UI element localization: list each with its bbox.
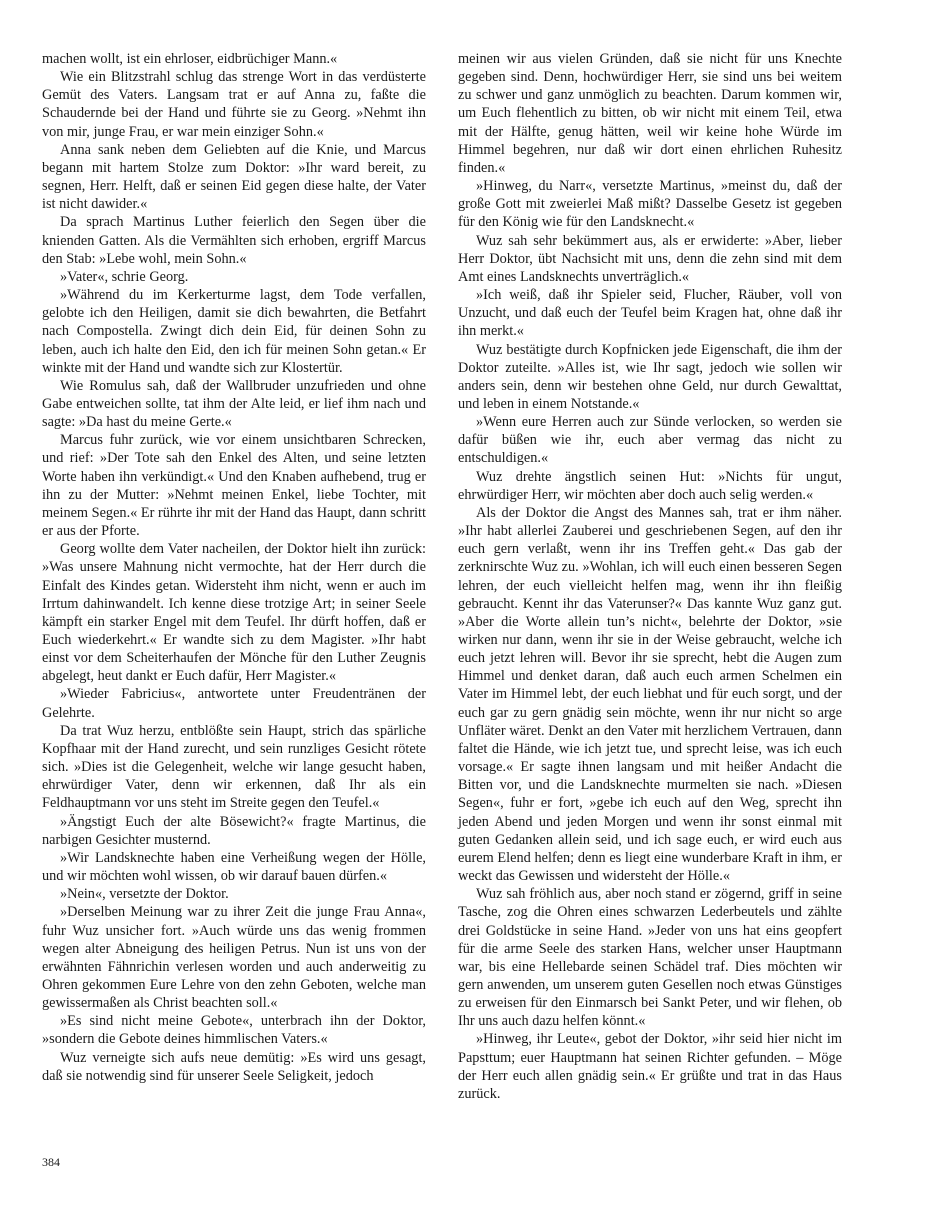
- paragraph: Wuz drehte ängstlich seinen Hut: »Nichts für ungut, ehrwürdiger Herr, wir möchten aber doch auch selig werden.«: [458, 468, 842, 503]
- paragraph: »Hinweg, ihr Leute«, gebot der Doktor, »ihr seid hier nicht im Papsttum; euer Hauptmann hat seinen Richter gefunden. – Möge der Herr euch allen gnädig sein.« Er grüßte und trat in das Haus zurück.: [458, 1031, 842, 1102]
- paragraph: »Ich weiß, daß ihr Spieler seid, Flucher, Räuber, voll von Unzucht, und daß euch der Teufel beim Kragen hat, ohne daß ihr ihn merkt.«: [458, 287, 842, 340]
- paragraph: Wuz sah fröhlich aus, aber noch stand er zögernd, griff in seine Tasche, zog die Ohren eines schwarzen Lederbeutels und zählte drei Goldstücke in seine Hand. »Jeder von uns hat eins geopfert für die arme Seele des starken Hans, welcher unser Hauptmann war, bis eine Hellebarde seinen Schädel traf. Dies möchten wir gern anwenden, um unserem guten Gesellen noch etwas Günstiges zu erweisen für den Einmarsch bei Sankt Peter, und wir flehen, ob Ihr uns auch dazu helfen könnt.«: [458, 886, 842, 1030]
- paragraph: Wuz verneigte sich aufs neue demütig: »Es wird uns gesagt, daß sie notwendig sind für unserer Seele Seligkeit, jedoch: [42, 1049, 426, 1084]
- paragraph: Wuz bestätigte durch Kopfnicken jede Eigenschaft, die ihm der Doktor zuteilte. »Alles ist, wie Ihr sagt, jedoch wie sollen wir anders sein, denn wir bestehen ohne Geld, nur durch Gewalttat, und leben in einem Notstande.«: [458, 341, 842, 412]
- page-number: 384: [42, 1155, 60, 1169]
- paragraph: machen wollt, ist ein ehrloser, eidbrüchiger Mann.«: [42, 51, 338, 67]
- paragraph: meinen wir aus vielen Gründen, daß sie nicht für uns Knechte gegeben sind. Denn, hochwürdiger Herr, sie sind uns bei weitem zu schwer und ganz unmöglich zu beachten. Darum kommen wir, um Euch flehentlich zu bitten, ob wir nicht mit einem Teil, etwa mit der Hälfte, genug hätten, weil wir keine hohe Würde im Himmel begehren, nur daß wir dort einen ehrlichen Ruhesitz finden.«: [458, 51, 842, 176]
- paragraph: »Wir Landsknechte haben eine Verheißung wegen der Hölle, und wir möchten wohl wissen, ob wir darauf bauen dürfen.«: [42, 849, 426, 885]
- paragraph: »Ängstigt Euch der alte Bösewicht?« fragte Martinus, die narbigen Gesichter musternd.: [42, 813, 426, 848]
- paragraph: Georg wollte dem Vater nacheilen, der Doktor hielt ihn zurück: »Was unsere Mahnung nicht vermochte, hat der Herr durch die Einfalt des Kindes getan. Widersteht ihm nicht, wenn er auch im Irrtum dahinwandelt. Ich kenne diese trotzige Art; in seiner Seele kämpft ein starker Engel mit dem Teufel. Ihr dürft hoffen, daß er Euch wiederkehrt.« Er wandte sich zu dem Magister. »Ihr habt einst vor dem Scheiterhaufen der Mönche für den Luther Zeugnis abgelegt, heut dankt er Euch dafür, Herr Magister.«: [42, 541, 426, 685]
- right-column: [458, 50, 842, 1103]
- paragraph: »Wenn eure Herren auch zur Sünde verlocken, so werden sie dafür büßen wie ihr, euch aber vermag das nicht zu entschuldigen.«: [458, 414, 842, 467]
- paragraph: Als der Doktor die Angst des Mannes sah, trat er ihm näher. »Ihr habt allerlei Zauberei und geschriebenen Segen, auf den ihr euch gern verlaßt, wenn ihr ins Treffen geht.« Das gab der zerknirschte Wuz zu. »Wohlan, ich will euch einen besseren Segen lehren, der euch vielleicht helfen mag, wenn ihr ihn fleißig gebraucht. Kennt ihr das Vaterunser?« Das kannte Wuz ganz gut. »Aber die Worte allein tun’s nicht«, belehrte der Doktor, »sie wirken nur dann, wenn ihr sie in der Weise gebraucht, welche ich euch jetzt lehren will. Bevor ihr sie sprecht, hebt die Augen zum Himmel und denket daran, daß auch euch armen Schelmen ein Vater im Himmel lebt, der euch liebhat und für euch sorgt, und der euch gar zu gern gnädig sein möchte, wenn ihr nur nicht so arge Unfläter wäret. Denkt an den Vater mit herzlichem Vertrauen, dann faltet die Hände, wie ich jetzt tue, und sprecht leise, was ich euch vorsage.« Er sagte ihnen langsam und mit heißer Andacht die Bitten vor, und die Landsknechte murmelten sie nach. »Diesen Segen«, fuhr er fort, »gebe ich euch auf den Weg, sprecht ihn jeden Abend und jeden Morgen und wenn ihr sonst einmal mit guten Gedanken allein seid, und ich sage euch, er wird euch aus eurem Elend helfen; denn es liegt eine wunderbare Kraft in ihm, er weckt das Gewissen und widersteht der Hölle.«: [458, 504, 842, 885]
- paragraph: Wie Romulus sah, daß der Wallbruder unzufrieden und ohne Gabe entweichen sollte, tat ihm der Alte leid, er lief ihm nach und sagte: »Da hast du meine Gerte.«: [42, 377, 426, 431]
- paragraph: Da trat Wuz herzu, entblößte sein Haupt, strich das spärliche Kopfhaar mit der Hand zurecht, und sein runzliges Gesicht rötete sich. »Dies ist die Gelegenheit, welche wir lange gesucht haben, ehrwürdiger Vater, denn wir erkennen, daß Ihr als ein Feldhauptmann vor uns steht im Streite gegen den Teufel.«: [42, 722, 426, 812]
- paragraph: »Nein«, versetzte der Doktor.: [60, 886, 229, 903]
- paragraph: »Wieder Fabricius«, antwortete unter Freudentränen der Gelehrte.: [42, 686, 426, 721]
- paragraph: »Hinweg, du Narr«, versetzte Martinus, »meinst du, daß der große Gott mit zweierlei Maß mißt? Dasselbe Gesetz ist gegeben für den König wie für den Landsknecht.«: [458, 178, 842, 231]
- paragraph: »Vater«, schrie Georg.: [60, 268, 189, 285]
- paragraph: Marcus fuhr zurück, wie vor einem unsichtbaren Schrecken, und rief: »Der Tote sah den Enkel des Alten, und seine letzten Worte haben ihn verkündigt.« Und den Knaben aufhebend, trug er ihn zu der Mutter: »Nehmt meinen Enkel, liebe Tochter, mit meinem Segen.« Er rührte ihr mit der Hand das Haupt, dann schritt er aus der Pforte.: [42, 432, 426, 540]
- paragraph: »Während du im Kerkerturme lagst, dem Tode verfallen, gelobte ich den Heiligen, damit sie dich bewahrten, die Betfahrt nach Compostella. Zwingt dich dein Eid, für deinen Sohn zu leben, auch ich halte den Eid, den ich für meinen Sohn getan.« Er winkte mit der Hand und wandte sich zur Klostertür.: [42, 287, 426, 376]
- paragraph: Da sprach Martinus Luther feierlich den Segen über die knienden Gatten. Als die Vermählten sich erhoben, ergriff Marcus den Stab: »Lebe wohl, mein Sohn.«: [42, 214, 426, 267]
- paragraph: Anna sank neben dem Geliebten auf die Knie, und Marcus begann mit hartem Stolze zum Doktor: »Ihr ward bereit, zu segnen, Herr. Helft, daß er seinen Eid gegen diese halte, der Vater ist nicht dawider.«: [42, 141, 426, 213]
- paragraph: Wuz sah sehr bekümmert aus, als er erwiderte: »Aber, lieber Herr Doktor, übt Nachsicht mit uns, denn die zehn sind mit dem Amt eines Landsknechts unverträglich.«: [458, 232, 842, 285]
- paragraph: »Derselben Meinung war zu ihrer Zeit die junge Frau Anna«, fuhr Wuz unsicher fort. »Auch würde uns das wenig frommen wegen alter Abneigung des heiligen Petrus. Nun ist uns von der erwähnten Fähnrichin verlesen worden und auch anderweitig zu Ohren gekommen Eure Lehre von den zehn Geboten, welche man gewissermaßen als Christ beachten soll.«: [42, 904, 426, 1012]
- paragraph: »Es sind nicht meine Gebote«, unterbrach ihn der Doktor, »sondern die Gebote deines himmlischen Vaters.«: [42, 1013, 426, 1048]
- paragraph: Wie ein Blitzstrahl schlug das strenge Wort in das verdüsterte Gemüt des Vaters. Langsam trat er auf Anna zu, faßte die Schaudernde bei der Hand und führte sie zu Georg. »Nehmt ihn von mir, junge Frau, er war mein einziger Sohn.«: [42, 69, 426, 140]
- left-column: [42, 50, 426, 1085]
